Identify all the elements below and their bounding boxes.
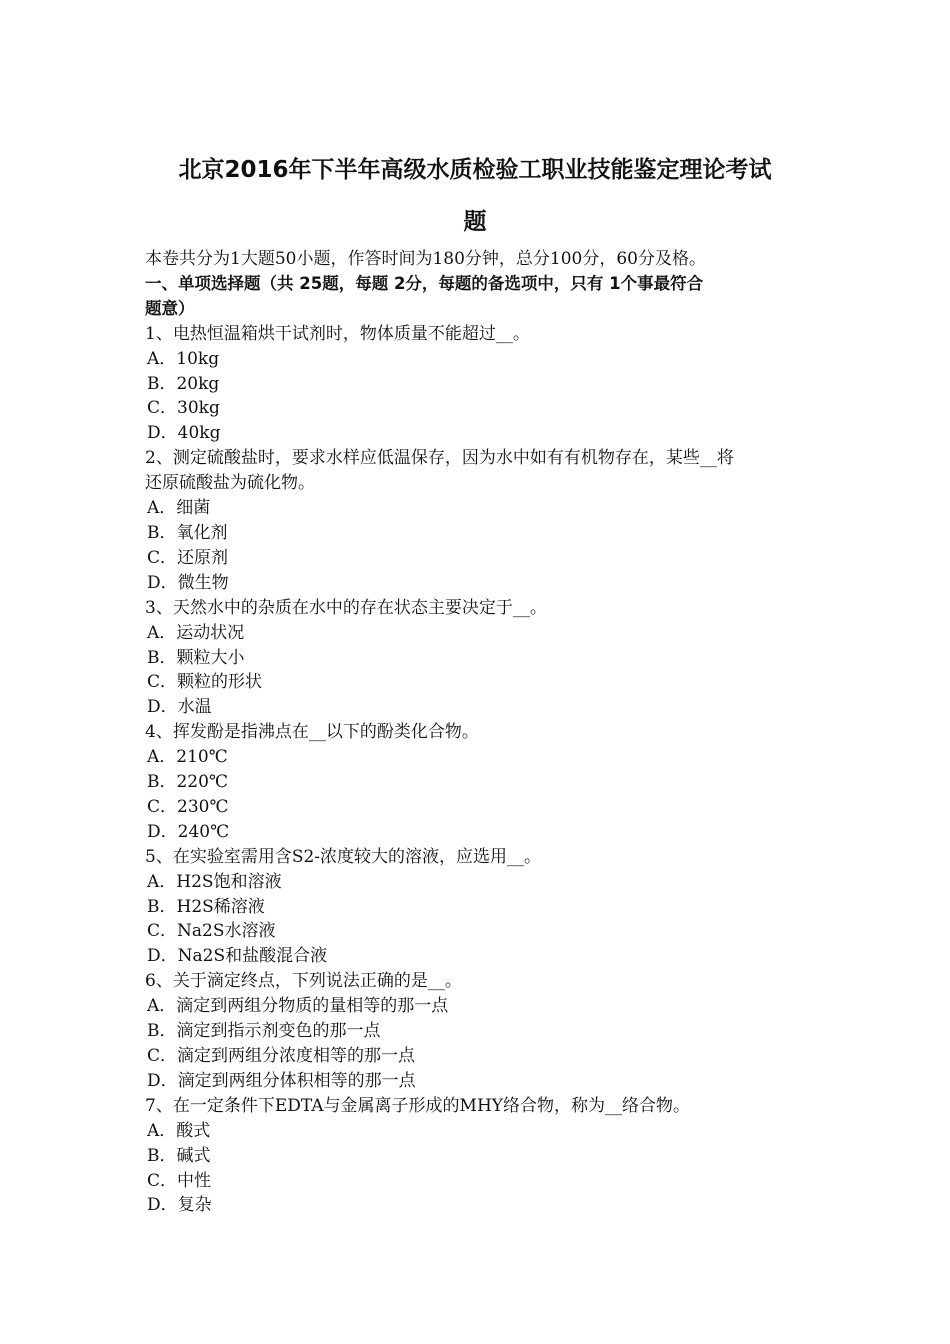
question-text: 5、在实验室需用含S2-浓度较大的溶液，应选用__。 (145, 846, 542, 867)
option-c: C．滴定到两组分浓度相等的那一点 (147, 1046, 416, 1066)
option-d: D．水温 (147, 697, 212, 718)
option-b: B．H2S稀溶液 (147, 896, 265, 917)
question-6 (145, 969, 810, 1094)
option-a: A．细菌 (147, 498, 211, 519)
section-heading-line-2: 题意） (145, 298, 195, 318)
option-c: C．230℃ (147, 796, 229, 817)
option-c: C．颗粒的形状 (147, 672, 263, 693)
option-a: A．H2S饱和溶液 (147, 871, 282, 892)
option-b: B．20kg (147, 373, 220, 394)
option-c: C．30kg (147, 398, 220, 419)
option-b: B．220℃ (147, 772, 228, 793)
document-title-line-1: 北京2016年下半年高级水质检验工职业技能鉴定理论考试 (178, 157, 772, 183)
option-a: A．酸式 (147, 1120, 211, 1141)
option-a: A．运动状况 (147, 622, 245, 643)
option-c: C．还原剂 (147, 547, 229, 568)
option-c: C．Na2S水溶液 (147, 921, 276, 942)
option-a: A．滴定到两组分物质的量相等的那一点 (147, 996, 449, 1017)
option-d: D．Na2S和盐酸混合液 (147, 946, 328, 967)
option-a: A．210℃ (147, 747, 228, 768)
option-b: B．氧化剂 (147, 522, 228, 543)
option-d: D．复杂 (147, 1195, 212, 1216)
document-body (145, 247, 810, 1218)
question-3 (145, 596, 810, 721)
document-title-line-2: 题 (463, 209, 487, 235)
section-heading-line-1: 一、单项选择题（共 25题，每题 2分，每题的备选项中，只有 1个事最符合 (145, 273, 704, 293)
option-d: D．40kg (147, 423, 221, 444)
question-5 (145, 845, 810, 970)
question-text: 7、在一定条件下EDTA与金属离子形成的MHY络合物，称为__络合物。 (145, 1095, 690, 1116)
question-7 (145, 1094, 810, 1219)
question-text-continued: 还原硫酸盐为硫化物。 (145, 473, 315, 494)
option-c: C．中性 (147, 1170, 212, 1191)
question-text: 1、电热恒温箱烘干试剂时，物体质量不能超过__。 (145, 323, 530, 344)
option-b: B．滴定到指示剂变色的那一点 (147, 1021, 381, 1042)
question-text: 2、测定硫酸盐时，要求水样应低温保存，因为水中如有有机物存在，某些__将 (145, 448, 734, 469)
exam-intro: 本卷共分为1大题50小题，作答时间为180分钟，总分100分，60分及格。 (145, 249, 706, 269)
question-text: 3、天然水中的杂质在水中的存在状态主要决定于__。 (145, 597, 547, 618)
question-4 (145, 720, 810, 845)
option-b: B．颗粒大小 (147, 647, 245, 668)
option-d: D．微生物 (147, 572, 229, 593)
question-text: 6、关于滴定终点，下列说法正确的是__。 (145, 971, 462, 992)
option-b: B．碱式 (147, 1145, 211, 1166)
question-2 (145, 446, 810, 595)
option-d: D．240℃ (147, 821, 230, 842)
option-a: A．10kg (147, 348, 220, 369)
option-d: D．滴定到两组分体积相等的那一点 (147, 1070, 416, 1091)
question-text: 4、挥发酚是指沸点在__以下的酚类化合物。 (145, 722, 479, 743)
question-1 (145, 322, 810, 447)
